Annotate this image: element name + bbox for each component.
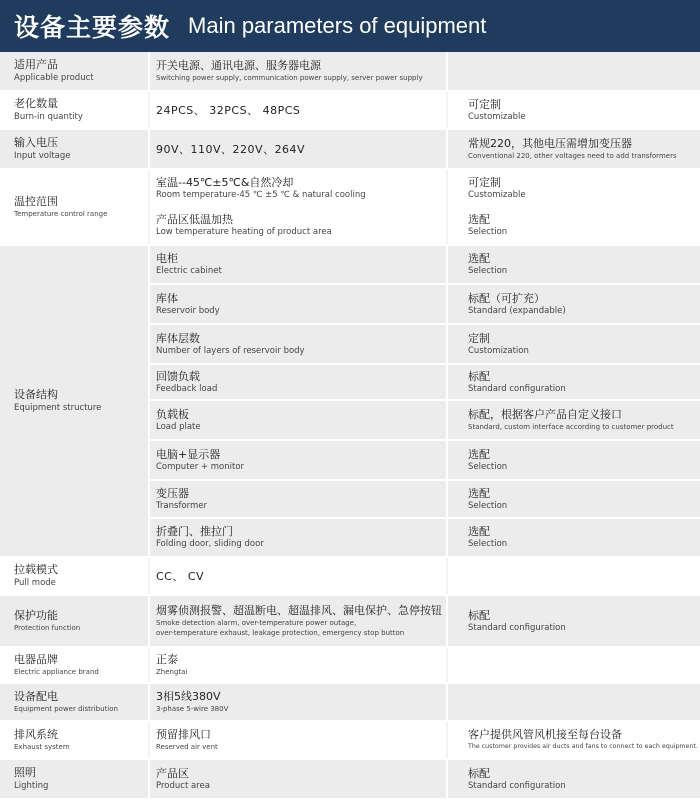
row-value: 预留排风口 Reserved air vent <box>148 722 446 758</box>
row-note: 可定制 Customizable 选配 Selection <box>446 170 700 244</box>
row-label: 拉载模式 Pull mode <box>14 563 58 588</box>
row-input-voltage <box>0 130 700 170</box>
row-value: 90V、110V、220V、264V <box>148 130 446 168</box>
row-power-distribution <box>0 684 700 722</box>
row-label: 保护功能 Protection function <box>14 609 81 632</box>
row-note: 可定制 Customizable <box>446 92 700 128</box>
page-title-en: Main parameters of equipment <box>188 13 487 38</box>
row-value <box>148 246 446 556</box>
row-label: 老化数量 Burn-in quantity <box>14 97 83 122</box>
row-label: 设备结构 Equipment structure <box>14 388 102 413</box>
row-note: 常规220，其他电压需增加变压器 Conventional 220, other voltages need to add transformers <box>446 130 700 168</box>
row-value: CC、 CV <box>148 558 446 594</box>
structure-note: 标配 Standard configuration <box>448 363 700 399</box>
structure-item: 负载板 Load plate <box>150 399 446 439</box>
structure-item: 电脑+显示器 Computer + monitor <box>150 439 446 479</box>
row-protection-function <box>0 596 700 648</box>
row-label: 输入电压 Input voltage <box>14 136 71 161</box>
row-value: 产品区 Product area <box>148 760 446 798</box>
row-label: 照明 Lighting <box>14 766 49 791</box>
structure-note: 选配 Selection <box>448 517 700 556</box>
parameters-table <box>0 52 700 800</box>
row-note: 客户提供风管风机接至每台设备 The customer provides air ducts and fans to connect to each equipment. <box>446 722 700 758</box>
row-label: 排风系统 Exhaust system <box>14 728 70 751</box>
page-title-cn: 设备主要参数 <box>14 13 171 42</box>
row-label: 适用产品 Applicable product <box>14 58 94 83</box>
row-exhaust-system <box>0 722 700 760</box>
row-value: 开关电源、通讯电源、服务器电源 Switching power supply, communication power supply, server power supply <box>148 52 446 90</box>
structure-item: 折叠门、推拉门 Folding door, sliding door <box>150 517 446 556</box>
row-label: 温控范围 Temperature control range <box>14 195 108 218</box>
structure-note: 标配（可扩充） Standard (expandable) <box>448 283 700 323</box>
row-note <box>446 648 700 682</box>
row-value: 正泰 Zhengtai <box>148 648 446 682</box>
structure-note: 标配，根据客户产品自定义接口 Standard, custom interface according to customer product <box>448 399 700 439</box>
row-note <box>446 52 700 90</box>
structure-note: 选配 Selection <box>448 439 700 479</box>
structure-item: 电柜 Electric cabinet <box>156 252 222 276</box>
row-value: 3相5线380V 3-phase 5-wire 380V <box>148 684 446 720</box>
structure-note: 选配 Selection <box>468 252 508 276</box>
row-applicable-product <box>0 52 700 92</box>
structure-item: 库体层数 Number of layers of reservoir body <box>150 323 446 363</box>
row-temperature-range <box>0 170 700 246</box>
row-note <box>446 558 700 594</box>
structure-note: 选配 Selection <box>448 479 700 517</box>
structure-item: 库体 Reservoir body <box>150 283 446 323</box>
row-equipment-structure <box>0 246 700 558</box>
structure-item: 变压器 Transformer <box>150 479 446 517</box>
row-note: 标配 Standard configuration <box>446 760 700 798</box>
structure-item: 回馈负载 Feedback load <box>150 363 446 399</box>
structure-note: 定制 Customization <box>448 323 700 363</box>
row-electric-brand <box>0 648 700 684</box>
row-value: 烟雾侦测报警、超温断电、超温排风、漏电保护、急停按钮 Smoke detection alarm, over-temperature power outage, over-temperature exhaust, leakage protection, emergency stop button <box>148 596 446 646</box>
row-value: 室温--45℃±5℃&自然冷却 Room temperature-45 ℃ ±5 ℃ & natural cooling 产品区低温加热 Low temperature heating of product area <box>148 170 446 244</box>
row-burnin-quantity <box>0 92 700 130</box>
row-value: 24PCS、 32PCS、 48PCS <box>148 92 446 128</box>
row-note: 标配 Standard configuration <box>446 596 700 646</box>
row-lighting <box>0 760 700 800</box>
row-label: 设备配电 Equipment power distribution <box>14 690 118 713</box>
row-label: 电器品牌 Electric appliance brand <box>14 653 99 676</box>
row-pull-mode <box>0 558 700 596</box>
page-header <box>0 0 700 52</box>
row-note <box>446 246 700 556</box>
row-note <box>446 684 700 720</box>
